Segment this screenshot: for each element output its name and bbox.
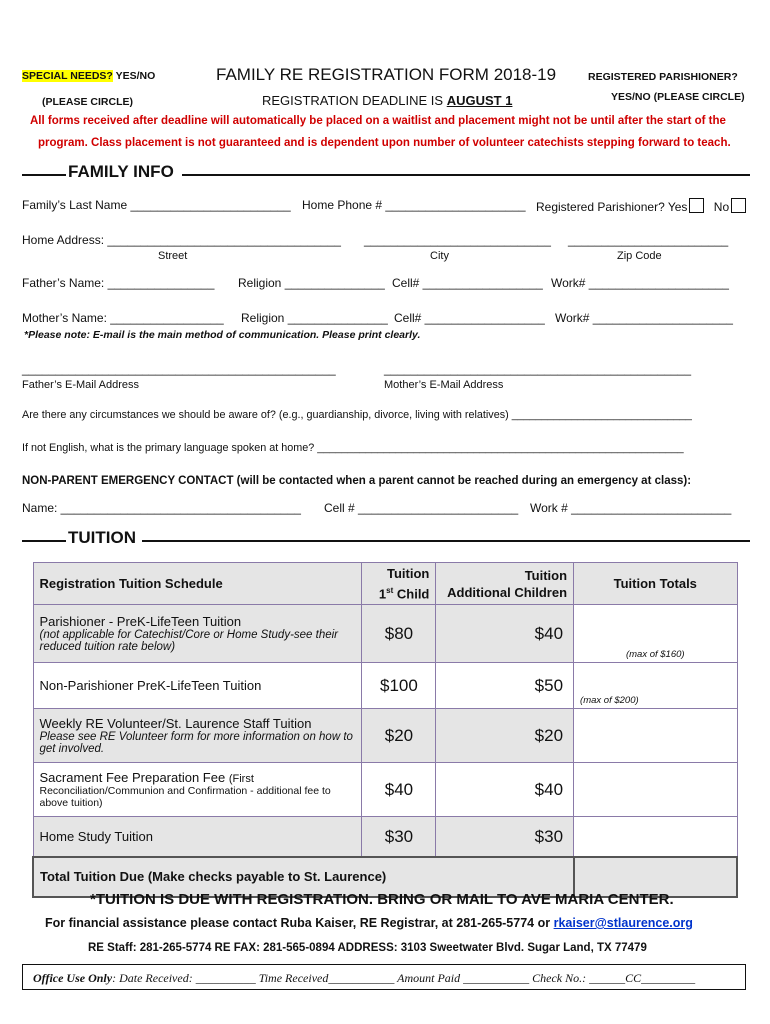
tuition-title: TUITION [68,528,136,547]
yes-checkbox[interactable] [689,198,704,213]
zip-field[interactable]: ________________________ [568,233,729,247]
circumstances-field[interactable]: Are there any circumstances we should be aware of? (e.g., guardianship, divorce, living with relatives) ______________________________ [22,409,692,421]
header-schedule: Registration Tuition Schedule [33,563,362,605]
row-sacrament-additional: $40 [436,763,574,817]
total-due-label: Total Tuition Due (Make checks payable to St. Laurence) [33,857,574,897]
row-parishioner-additional: $40 [436,605,574,663]
row-volunteer: Weekly RE Volunteer/St. Laurence Staff Tuition Please see RE Volunteer form for more information on how to get involved. [33,709,362,763]
mother-religion-field[interactable]: Religion _______________ [241,311,388,325]
office-use-box [22,964,746,990]
special-needs-options: YES/NO [115,70,156,82]
row-home-study: Home Study Tuition [33,817,362,857]
page-title: FAMILY RE REGISTRATION FORM 2018-19 [216,65,557,84]
row-parishioner: Parishioner - PreK-LifeTeen Tuition (not applicable for Catechist/Core or Home Study-see their reduced tuition rate below) [33,605,362,663]
registered-yes-label: Registered Parishioner? Yes [536,200,688,214]
row-volunteer-additional: $20 [436,709,574,763]
office-use-fields: : Date Received: __________ Time Received___________ Amount Paid ___________ Check No.: ______CC_________ [112,971,696,985]
header-first-child: Tuition 1st Child [362,563,436,605]
financial-assistance [45,916,693,930]
city-caption: City [430,250,449,262]
special-needs [22,70,155,82]
table-row [33,763,737,817]
mother-email-caption: Mother’s E-Mail Address [384,379,504,391]
language-field[interactable]: If not English, what is the primary language spoken at home? _____________________________________________________________ [22,442,684,454]
father-email-caption: Father’s E-Mail Address [22,379,139,391]
registrar-email-link[interactable]: rkaiser@stlaurence.org [553,916,693,930]
father-religion-field[interactable]: Religion _______________ [238,276,385,290]
emergency-contact-title: NON-PARENT EMERGENCY CONTACT (will be contacted when a parent cannot be reached during an emergency at class): [22,475,692,487]
row-non-parishioner-total[interactable]: (max of $200) [574,663,737,709]
registered-no-label: No [713,200,730,214]
registered-parishioner [536,198,746,214]
contact-info: RE Staff: 281-265-5774 RE FAX: 281-565-0894 ADDRESS: 3103 Sweetwater Blvd. Sugar Land, TX 77479 [88,942,647,954]
city-field[interactable]: ____________________________ [364,233,551,247]
emergency-work-field[interactable]: Work # ________________________ [530,501,732,515]
row-non-parishioner-additional: $50 [436,663,574,709]
table-row [33,817,737,857]
table-row [33,663,737,709]
table-row [33,709,737,763]
home-address-field[interactable]: Home Address: ___________________________________ [22,233,341,247]
home-phone-field[interactable]: Home Phone # _____________________ [302,198,526,212]
row-non-parishioner-first: $100 [362,663,436,709]
row-non-parishioner: Non-Parishioner PreK-LifeTeen Tuition [33,663,362,709]
mother-work-field[interactable]: Work# _____________________ [555,311,733,325]
row-sacrament: Sacrament Fee Preparation Fee (First Reconciliation/Communion and Confirmation - additional fee to above tuition) [33,763,362,817]
warning-line-2: program. Class placement is not guaranteed and is dependent upon number of volunteer catechists stepping forward to teach. [38,137,731,149]
mother-name-field[interactable]: Mother’s Name: _________________ [22,311,224,325]
special-needs-label: SPECIAL NEEDS? [22,70,113,82]
tuition-table [32,562,738,898]
row-parishioner-first: $80 [362,605,436,663]
row-home-study-total[interactable] [574,817,737,857]
father-name-field[interactable]: Father’s Name: ________________ [22,276,215,290]
assistance-text: For financial assistance please contact Ruba Kaiser, RE Registrar, at 281-265-5774 or [45,916,554,930]
deadline-prefix: REGISTRATION DEADLINE IS [262,93,444,108]
warning-line-1: All forms received after deadline will automatically be placed on a waitlist and placement might not be until after the start of the [30,115,726,127]
registered-options: YES/NO (PLEASE CIRCLE) [611,91,745,103]
no-checkbox[interactable] [731,198,746,213]
special-needs-note: (PLEASE CIRCLE) [42,96,134,108]
row-parishioner-total[interactable]: (max of $160) [574,605,737,663]
table-row [33,605,737,663]
last-name-field[interactable]: Family’s Last Name ________________________ [22,198,291,212]
row-sacrament-first: $40 [362,763,436,817]
emergency-cell-field[interactable]: Cell # ________________________ [324,501,519,515]
street-caption: Street [158,250,188,262]
zip-caption: Zip Code [617,250,662,262]
row-sacrament-total[interactable] [574,763,737,817]
row-home-study-first: $30 [362,817,436,857]
tuition-header [22,528,750,549]
family-info-header [22,162,750,183]
emergency-name-field[interactable]: Name: ____________________________________ [22,501,301,515]
header-totals: Tuition Totals [574,563,737,605]
father-cell-field[interactable]: Cell# __________________ [392,276,543,290]
row-home-study-additional: $30 [436,817,574,857]
registered-label: REGISTERED PARISHIONER? [588,71,738,83]
row-volunteer-total[interactable] [574,709,737,763]
deadline-date: AUGUST 1 [446,93,513,108]
table-header-row [33,563,737,605]
deadline [262,93,512,108]
mother-email-field[interactable]: ______________________________________________ [384,362,691,376]
family-info-title: FAMILY INFO [68,162,174,181]
mother-cell-field[interactable]: Cell# __________________ [394,311,545,325]
father-email-field[interactable]: _______________________________________________ [22,362,336,376]
email-note: *Please note: E-mail is the main method of communication. Please print clearly. [24,329,421,341]
office-use-label: Office Use Only [33,971,113,985]
header-additional: Tuition Additional Children [436,563,574,605]
row-volunteer-first: $20 [362,709,436,763]
father-work-field[interactable]: Work# _____________________ [551,276,729,290]
tuition-due-line: *TUITION IS DUE WITH REGISTRATION. BRING OR MAIL TO AVE MARIA CENTER. [90,891,674,908]
